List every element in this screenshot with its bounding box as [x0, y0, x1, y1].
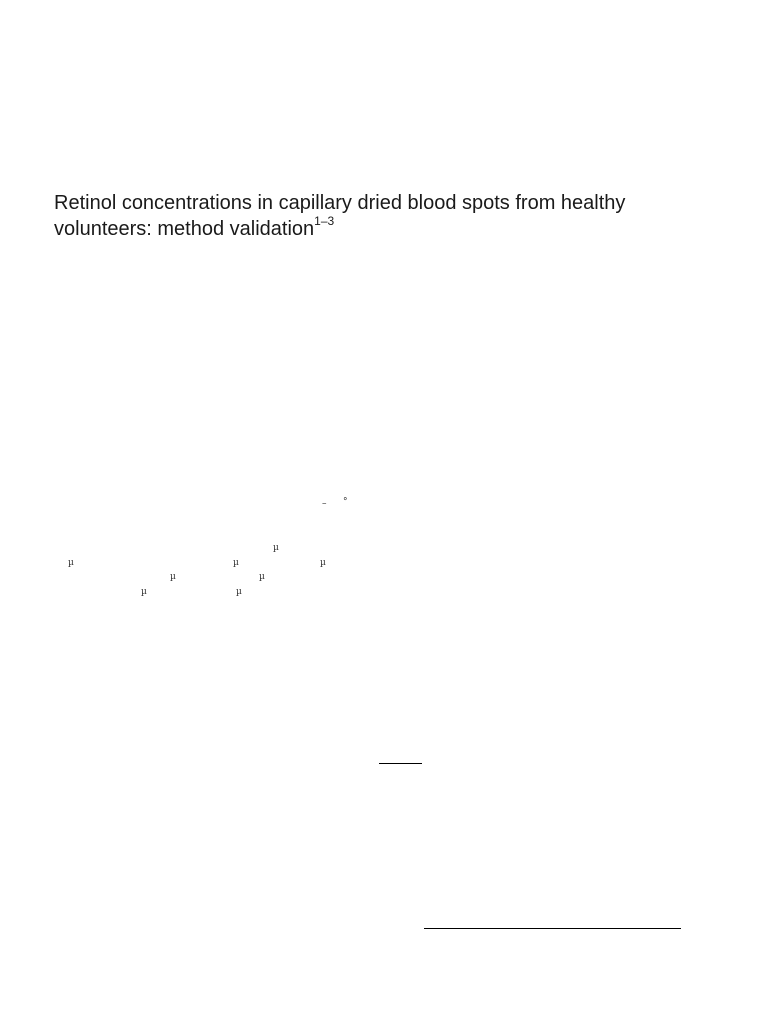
article-title: [54, 190, 714, 242]
mu-fragment: µ: [259, 572, 265, 582]
mu-fragment: µ: [141, 587, 147, 597]
article-title-text: Retinol concentrations in capillary dried blood spots from healthy volunteers: method validation: [54, 192, 626, 240]
footnote-rule: [424, 928, 681, 929]
mu-fragment: µ: [170, 572, 176, 582]
mu-fragment: µ: [233, 558, 239, 568]
degree-fragment: °: [343, 497, 348, 507]
mu-fragment: µ: [236, 587, 242, 597]
mu-fragment: µ: [273, 543, 279, 553]
article-title-footnote-marks: 1–3: [314, 214, 335, 229]
mu-fragment: µ: [320, 558, 326, 568]
mu-fragment: µ: [68, 558, 74, 568]
dash-fragment: –: [322, 499, 327, 509]
short-rule: [379, 763, 422, 764]
